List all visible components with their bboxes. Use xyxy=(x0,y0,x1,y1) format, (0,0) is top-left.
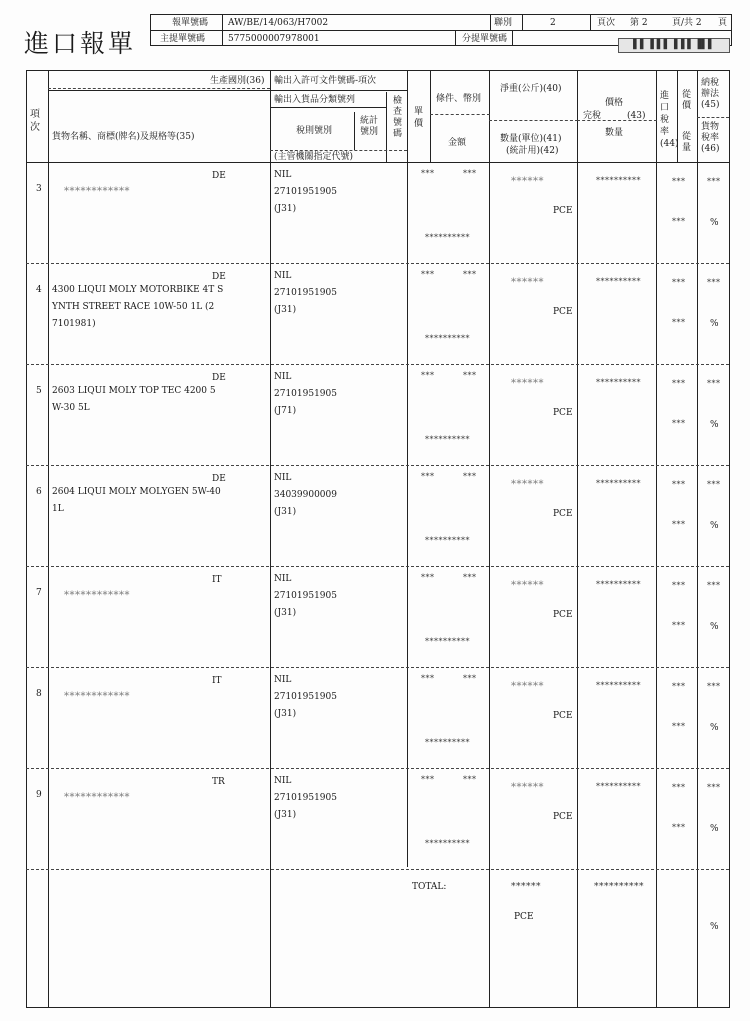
tax-method: *** xyxy=(707,682,721,691)
origin-country: DE xyxy=(212,171,226,181)
amount-stars: ********** xyxy=(425,334,470,343)
currency-stars: *** xyxy=(463,270,477,279)
tariff-no: 27101951905 xyxy=(274,793,337,803)
origin-country: DE xyxy=(212,272,226,282)
total-tax-rate: % xyxy=(710,922,719,932)
declaration-no: AW/BE/14/063/H7002 xyxy=(228,18,329,28)
tax-method: *** xyxy=(707,278,721,287)
price-stars: ********** xyxy=(596,176,641,185)
net-weight-stars: ****** xyxy=(511,277,544,288)
header-dutiable-no: (43) xyxy=(627,111,646,121)
price-stars: ********** xyxy=(596,479,641,488)
tax-method: *** xyxy=(707,783,721,792)
currency-stars: *** xyxy=(463,775,477,784)
duty-rate-b: *** xyxy=(672,823,686,832)
row-divider xyxy=(26,566,729,567)
net-weight-stars: ****** xyxy=(511,782,544,793)
item-no: 4 xyxy=(36,285,42,295)
origin-country: TR xyxy=(212,777,225,787)
header-stat-qty: (統計用)(42) xyxy=(506,146,559,156)
tariff-no: 27101951905 xyxy=(274,591,337,601)
total-price: ********** xyxy=(594,882,644,892)
header-goods-class-no: 輸出入貨品分類號列 xyxy=(274,95,356,105)
copy-value: 2 xyxy=(550,18,556,28)
header-tariff-class: 稅則號別 xyxy=(296,126,333,136)
row-divider xyxy=(26,465,729,466)
commodity-tax-rate: % xyxy=(710,319,719,329)
header-item-no: 項次 xyxy=(30,109,40,133)
currency-stars: *** xyxy=(463,472,477,481)
page-total: 頁/共 2 xyxy=(672,18,702,28)
permit-no: NIL xyxy=(274,271,292,281)
commodity-tax-rate: % xyxy=(710,218,719,228)
price-stars: ********** xyxy=(596,782,641,791)
authority-code: (J31) xyxy=(274,810,297,820)
tax-method: *** xyxy=(707,177,721,186)
amount-stars: ********** xyxy=(425,233,470,242)
copy-label: 聯別 xyxy=(494,18,513,28)
item-no: 8 xyxy=(36,689,42,699)
net-weight-stars: ****** xyxy=(511,580,544,591)
tariff-no: 27101951905 xyxy=(274,288,337,298)
item-no: 7 xyxy=(36,588,42,598)
item-no: 9 xyxy=(36,790,42,800)
total-unit: PCE xyxy=(514,912,534,922)
header-quantity: 數量(單位)(41) xyxy=(500,134,562,144)
currency-stars: *** xyxy=(463,371,477,380)
tax-method: *** xyxy=(707,480,721,489)
terms-stars: *** xyxy=(421,270,435,279)
quantity-unit: PCE xyxy=(553,408,573,418)
house-bl-label: 分提單號碼 xyxy=(462,34,508,44)
tariff-no: 34039900009 xyxy=(274,490,337,500)
item-no: 6 xyxy=(36,487,42,497)
header-dutiable-qty: 數量 xyxy=(605,128,624,138)
quantity-unit: PCE xyxy=(553,509,573,519)
commodity-tax-rate: % xyxy=(710,824,719,834)
commodity-tax-rate: % xyxy=(710,723,719,733)
duty-rate-a: *** xyxy=(672,480,686,489)
tariff-no: 27101951905 xyxy=(274,692,337,702)
price-stars: ********** xyxy=(596,580,641,589)
origin-country: DE xyxy=(212,474,226,484)
header-goods-desc: 貨物名稱、商標(牌名)及規格等(35) xyxy=(52,132,195,142)
quantity-unit: PCE xyxy=(553,711,573,721)
item-no: 3 xyxy=(36,184,42,194)
terms-stars: *** xyxy=(421,472,435,481)
tariff-no: 27101951905 xyxy=(274,389,337,399)
master-bl: 5775000007978001 xyxy=(228,34,320,44)
duty-rate-b: *** xyxy=(672,520,686,529)
header-tax-method: 納稅辦法(45) xyxy=(701,78,720,110)
origin-country: IT xyxy=(212,676,222,686)
permit-no: NIL xyxy=(274,170,292,180)
row-divider xyxy=(26,869,729,870)
page-unit: 頁 xyxy=(718,18,728,28)
tax-method: *** xyxy=(707,379,721,388)
price-stars: ********** xyxy=(596,681,641,690)
net-weight-stars: ****** xyxy=(511,176,544,187)
net-weight-stars: ****** xyxy=(511,479,544,490)
commodity-tax-rate: % xyxy=(710,521,719,531)
duty-rate-b: *** xyxy=(672,722,686,731)
authority-code: (J31) xyxy=(274,204,297,214)
origin-country: IT xyxy=(212,575,222,585)
amount-stars: ********** xyxy=(425,637,470,646)
header-authority-code: (主管機關指定代號) xyxy=(274,152,354,162)
permit-no: NIL xyxy=(274,372,292,382)
row-divider xyxy=(26,768,729,769)
currency-stars: *** xyxy=(463,573,477,582)
price-stars: ********** xyxy=(596,277,641,286)
goods-desc-line: 7101981) xyxy=(52,319,96,329)
permit-no: NIL xyxy=(274,574,292,584)
net-weight-stars: ****** xyxy=(511,681,544,692)
quantity-unit: PCE xyxy=(553,307,573,317)
quantity-unit: PCE xyxy=(553,206,573,216)
duty-rate-b: *** xyxy=(672,419,686,428)
barcode-stamp: ▌▌▐ ▌▌▐▐ ▌▐▌▌ xyxy=(618,38,730,53)
header-import-duty-rate: 進口稅率(44) xyxy=(660,91,679,149)
header-ad-valorem-price: 從價 xyxy=(682,90,692,111)
amount-stars: ********** xyxy=(425,435,470,444)
row-divider xyxy=(26,364,729,365)
header-amount: 金額 xyxy=(448,138,467,148)
price-stars: ********** xyxy=(596,378,641,387)
permit-no: NIL xyxy=(274,473,292,483)
authority-code: (J31) xyxy=(274,305,297,315)
origin-country: DE xyxy=(212,373,226,383)
page-label: 頁次 xyxy=(597,18,616,28)
items-table xyxy=(26,70,730,1008)
terms-stars: *** xyxy=(421,169,435,178)
terms-stars: *** xyxy=(421,573,435,582)
total-weight: ****** xyxy=(511,882,541,892)
duty-rate-a: *** xyxy=(672,581,686,590)
duty-rate-b: *** xyxy=(672,217,686,226)
master-bl-label: 主提單號碼 xyxy=(160,34,206,44)
row-divider xyxy=(26,667,729,668)
header-inspect-no: 檢查號碼 xyxy=(393,96,403,139)
goods-desc-line: 4300 LIQUI MOLY MOTORBIKE 4T S xyxy=(52,285,224,295)
goods-desc-line: 2604 LIQUI MOLY MOLYGEN 5W-40 xyxy=(52,487,221,497)
commodity-tax-rate: % xyxy=(710,420,719,430)
authority-code: (J71) xyxy=(274,406,297,416)
terms-stars: *** xyxy=(421,371,435,380)
goods-desc-line: ************ xyxy=(64,590,130,601)
terms-stars: *** xyxy=(421,674,435,683)
authority-code: (J31) xyxy=(274,608,297,618)
duty-rate-a: *** xyxy=(672,682,686,691)
header-net-weight: 淨重(公斤)(40) xyxy=(500,84,562,94)
header-origin-country: 生產國別(36) xyxy=(210,76,265,86)
duty-rate-a: *** xyxy=(672,783,686,792)
amount-stars: ********** xyxy=(425,536,470,545)
total-label: TOTAL: xyxy=(412,882,447,892)
amount-stars: ********** xyxy=(425,839,470,848)
duty-rate-a: *** xyxy=(672,278,686,287)
authority-code: (J31) xyxy=(274,709,297,719)
goods-desc-line: 1L xyxy=(52,504,64,514)
page-current: 第 2 xyxy=(630,18,648,28)
header-terms-currency: 條件、幣別 xyxy=(436,94,482,104)
header-stat-no: 統計號別 xyxy=(360,116,379,137)
currency-stars: *** xyxy=(463,674,477,683)
tax-method: *** xyxy=(707,581,721,590)
header-permit-no: 輸出入許可文件號碼-項次 xyxy=(274,76,377,86)
header-ad-valorem-qty: 從量 xyxy=(682,132,692,153)
permit-no: NIL xyxy=(274,675,292,685)
goods-desc-line: 2603 LIQUI MOLY TOP TEC 4200 5 xyxy=(52,386,216,396)
quantity-unit: PCE xyxy=(553,812,573,822)
currency-stars: *** xyxy=(463,169,477,178)
permit-no: NIL xyxy=(274,776,292,786)
duty-rate-a: *** xyxy=(672,379,686,388)
item-no: 5 xyxy=(36,386,42,396)
goods-desc-line: YNTH STREET RACE 10W-50 1L (2 xyxy=(52,302,215,312)
goods-desc-line: ************ xyxy=(64,792,130,803)
duty-rate-a: *** xyxy=(672,177,686,186)
form-title: 進口報單 xyxy=(24,29,137,58)
header-price: 價格 xyxy=(605,98,624,108)
amount-stars: ********** xyxy=(425,738,470,747)
header-commodity-tax-rate: 貨物稅率(46) xyxy=(701,122,720,154)
tariff-no: 27101951905 xyxy=(274,187,337,197)
duty-rate-b: *** xyxy=(672,621,686,630)
duty-rate-b: *** xyxy=(672,318,686,327)
goods-desc-line: ************ xyxy=(64,186,130,197)
row-divider xyxy=(26,263,729,264)
header-dutiable: 完稅 xyxy=(583,111,602,121)
declaration-no-label: 報單號碼 xyxy=(172,18,209,28)
quantity-unit: PCE xyxy=(553,610,573,620)
goods-desc-line: W-30 5L xyxy=(52,403,90,413)
commodity-tax-rate: % xyxy=(710,622,719,632)
header-unit-price: 單價 xyxy=(414,107,424,129)
terms-stars: *** xyxy=(421,775,435,784)
goods-desc-line: ************ xyxy=(64,691,130,702)
authority-code: (J31) xyxy=(274,507,297,517)
net-weight-stars: ****** xyxy=(511,378,544,389)
